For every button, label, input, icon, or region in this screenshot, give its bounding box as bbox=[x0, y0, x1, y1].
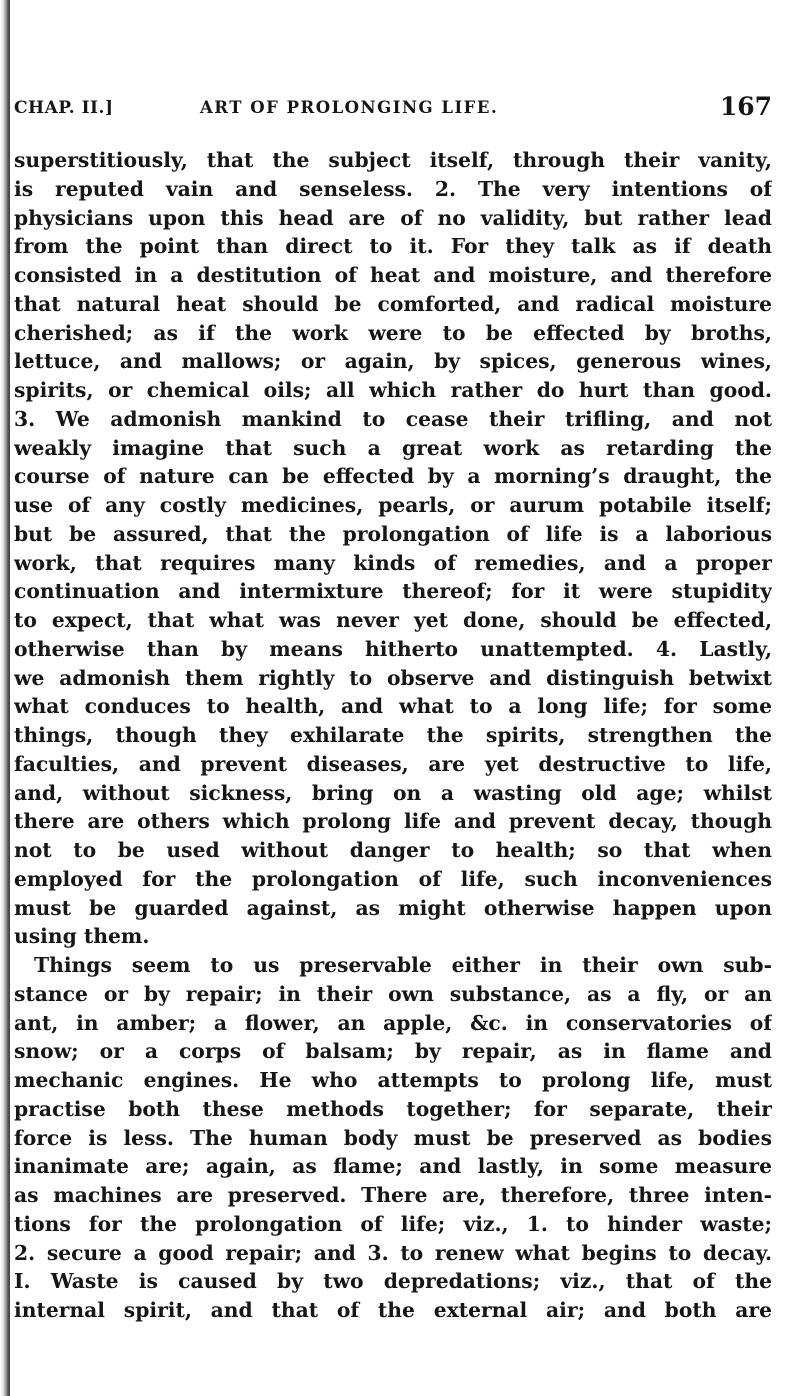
text-line: using them. bbox=[14, 924, 150, 949]
text-line: to expect, that what was never yet done, should be effected, bbox=[14, 608, 772, 632]
text-line: Things seem to us preservable either in their own sub- bbox=[34, 953, 772, 977]
text-line: we admonish them rightly to observe and distinguish betwixt bbox=[14, 665, 772, 690]
text-line: 2. secure a good repair; and 3. to renew what begins to decay. bbox=[14, 1240, 772, 1265]
text-line: but be assured, that the prolongation of life is a laborious bbox=[14, 521, 772, 546]
text-line: spirits, or chemical oils; all which rather do hurt than good. bbox=[14, 378, 772, 402]
text-line: physicians upon this head are of no validity, but rather lead bbox=[14, 205, 772, 230]
text-line: internal spirit, and that of the external air; and both are bbox=[14, 1298, 772, 1322]
text-line: must be guarded against, as might otherwise happen upon bbox=[14, 895, 772, 920]
page-number: 167 bbox=[719, 92, 772, 121]
text-line: force is less. The human body must be preserved as bodies bbox=[14, 1125, 772, 1150]
text-line: lettuce, and mallows; or again, by spices, generous wines, bbox=[14, 349, 772, 374]
text-line: employed for the prolongation of life, such inconveniences bbox=[14, 866, 772, 891]
text-line: there are others which prolong life and prevent decay, though bbox=[14, 809, 772, 834]
text-line: faculties, and prevent diseases, are yet destructive to life, bbox=[14, 751, 772, 776]
text-line: tions for the prolongation of life; viz., 1. to hinder waste; bbox=[14, 1211, 772, 1236]
text-line: and, without sickness, bring on a wasting old age; whilst bbox=[14, 780, 772, 805]
text-line: consisted in a destitution of heat and moisture, and therefore bbox=[14, 263, 772, 287]
text-line: ant, in amber; a flower, an apple, &c. in conservatories of bbox=[14, 1010, 772, 1035]
text-line: practise both these methods together; for separate, their bbox=[14, 1096, 772, 1121]
text-line: continuation and intermixture thereof; for it were stupidity bbox=[14, 579, 772, 604]
text-line: inanimate are; again, as flame; and lastly, in some measure bbox=[14, 1154, 772, 1179]
text-line: is reputed vain and senseless. 2. The very intentions of bbox=[14, 176, 772, 201]
text-line: I. Waste is caused by two depredations; viz., that of the bbox=[14, 1269, 772, 1294]
text-line: work, that requires many kinds of remedies, and a proper bbox=[14, 550, 772, 575]
chapter-label: CHAP. II.] bbox=[14, 98, 114, 118]
text-line: not to be used without danger to health; so that when bbox=[14, 838, 772, 862]
text-line: weakly imagine that such a great work as retarding the bbox=[14, 435, 772, 460]
text-line: snow; or a corps of balsam; by repair, as in flame and bbox=[14, 1039, 772, 1064]
text-line: otherwise than by means hitherto unattempted. 4. Lastly, bbox=[14, 636, 772, 661]
text-line: 3. We admonish mankind to cease their trifling, and not bbox=[14, 406, 772, 431]
running-title: ART OF PROLONGING LIFE. bbox=[200, 98, 499, 117]
text-line: that natural heat should be comforted, and radical moisture bbox=[14, 291, 772, 316]
running-header bbox=[14, 92, 772, 122]
text-line: use of any costly medicines, pearls, or aurum potabile itself; bbox=[14, 493, 772, 517]
text-line: cherished; as if the work were to be effected by broths, bbox=[14, 320, 772, 345]
text-line: things, though they exhilarate the spirits, strengthen the bbox=[14, 723, 772, 747]
text-line: course of nature can be effected by a morning’s draught, the bbox=[14, 464, 772, 489]
text-line: as machines are preserved. There are, therefore, three inten- bbox=[14, 1183, 772, 1207]
text-line: what conduces to health, and what to a long life; for some bbox=[14, 694, 772, 719]
text-line: mechanic engines. He who attempts to prolong life, must bbox=[14, 1068, 772, 1092]
text-line: superstitiously, that the subject itself, through their vanity, bbox=[14, 148, 772, 172]
binding-edge bbox=[0, 0, 10, 1396]
body-text bbox=[14, 146, 772, 1325]
text-line: from the point than direct to it. For they talk as if death bbox=[14, 234, 772, 259]
text-line: stance or by repair; in their own substance, as a fly, or an bbox=[14, 981, 772, 1006]
